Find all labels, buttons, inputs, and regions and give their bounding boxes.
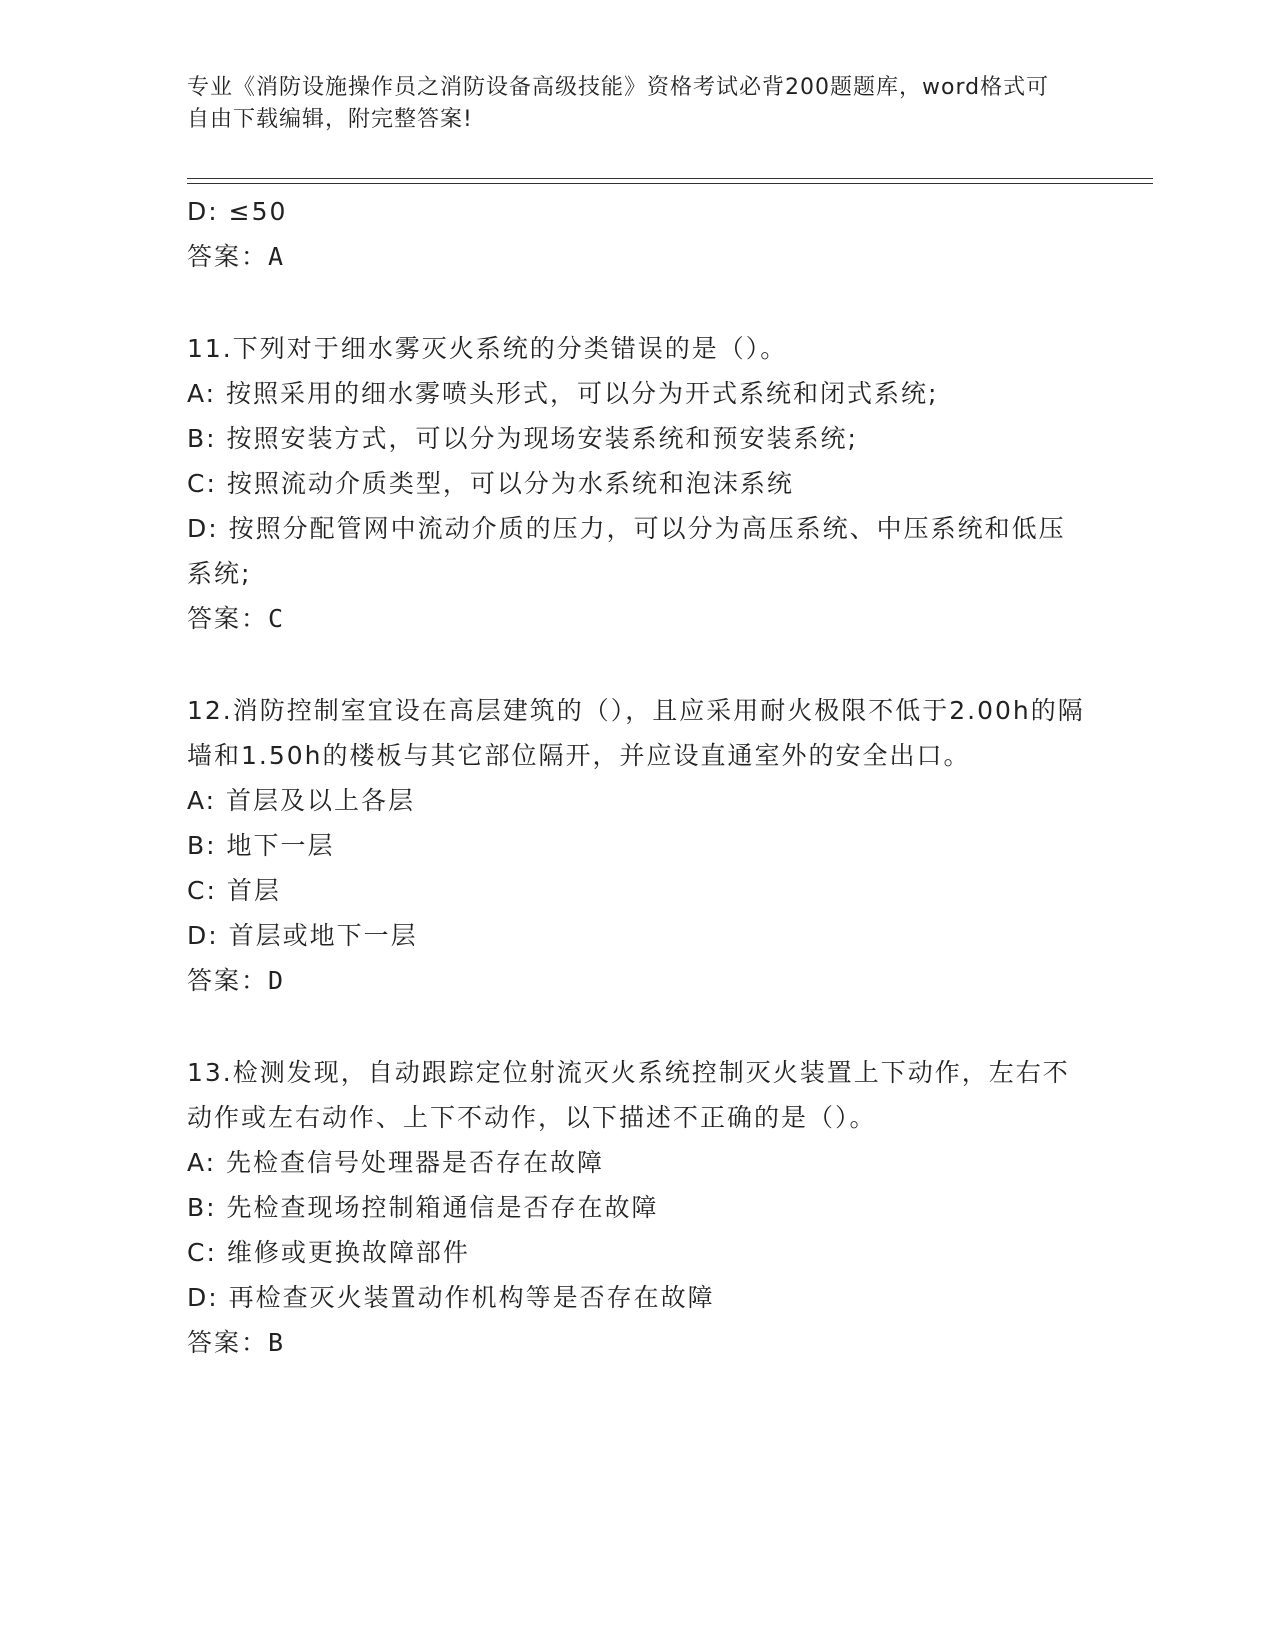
option-d: D: 按照分配管网中流动介质的压力，可以分为高压系统、中压系统和低压系统; bbox=[187, 514, 1066, 588]
option-b: B: 地下一层 bbox=[187, 831, 335, 860]
previous-question-tail bbox=[187, 189, 1087, 279]
answer-label: 答案： bbox=[187, 604, 269, 633]
question-12 bbox=[187, 688, 1087, 1003]
answer-value: D bbox=[268, 966, 286, 995]
answer-label: 答案： bbox=[187, 966, 269, 995]
answer-line bbox=[187, 596, 1087, 641]
question-11 bbox=[187, 326, 1087, 641]
answer-line bbox=[187, 958, 1087, 1003]
option-b: B: 先检查现场控制箱通信是否存在故障 bbox=[187, 1193, 659, 1222]
document-header-title: 专业《消防设施操作员之消防设备高级技能》资格考试必背200题题库，word格式可自由下载编辑，附完整答案! bbox=[187, 75, 1050, 132]
header-rule-top bbox=[187, 178, 1153, 179]
option-c: C: 首层 bbox=[187, 876, 281, 905]
answer-value: A bbox=[268, 242, 286, 271]
option-d: D: ≤50 bbox=[187, 197, 288, 226]
answer-line bbox=[187, 1320, 1087, 1365]
option-b: B: 按照安装方式，可以分为现场安装系统和预安装系统; bbox=[187, 424, 858, 453]
answer-value: B bbox=[268, 1328, 286, 1357]
option-a: A: 首层及以上各层 bbox=[187, 786, 416, 815]
answer-line bbox=[187, 234, 1087, 279]
question-13 bbox=[187, 1050, 1087, 1365]
option-d: D: 再检查灭火装置动作机构等是否存在故障 bbox=[187, 1283, 715, 1312]
option-a: A: 按照采用的细水雾喷头形式，可以分为开式系统和闭式系统; bbox=[187, 379, 939, 408]
question-stem: 11.下列对于细水雾灭火系统的分类错误的是（）。 bbox=[187, 334, 788, 363]
option-c: C: 按照流动介质类型，可以分为水系统和泡沫系统 bbox=[187, 469, 794, 498]
answer-label: 答案： bbox=[187, 1328, 269, 1357]
question-stem: 12.消防控制室宜设在高层建筑的（），且应采用耐火极限不低于2.00h的隔墙和1.50h的楼板与其它部位隔开，并应设直通室外的安全出口。 bbox=[187, 696, 1085, 770]
option-d: D: 首层或地下一层 bbox=[187, 921, 418, 950]
answer-label: 答案： bbox=[187, 242, 269, 271]
question-stem: 13.检测发现，自动跟踪定位射流灭火系统控制灭火装置上下动作，左右不动作或左右动作、上下不动作，以下描述不正确的是（）。 bbox=[187, 1058, 1070, 1132]
answer-value: C bbox=[268, 604, 286, 633]
option-c: C: 维修或更换故障部件 bbox=[187, 1238, 470, 1267]
option-a: A: 先检查信号处理器是否存在故障 bbox=[187, 1148, 605, 1177]
document-body bbox=[187, 189, 1087, 1365]
header-rule-bottom bbox=[187, 183, 1153, 184]
